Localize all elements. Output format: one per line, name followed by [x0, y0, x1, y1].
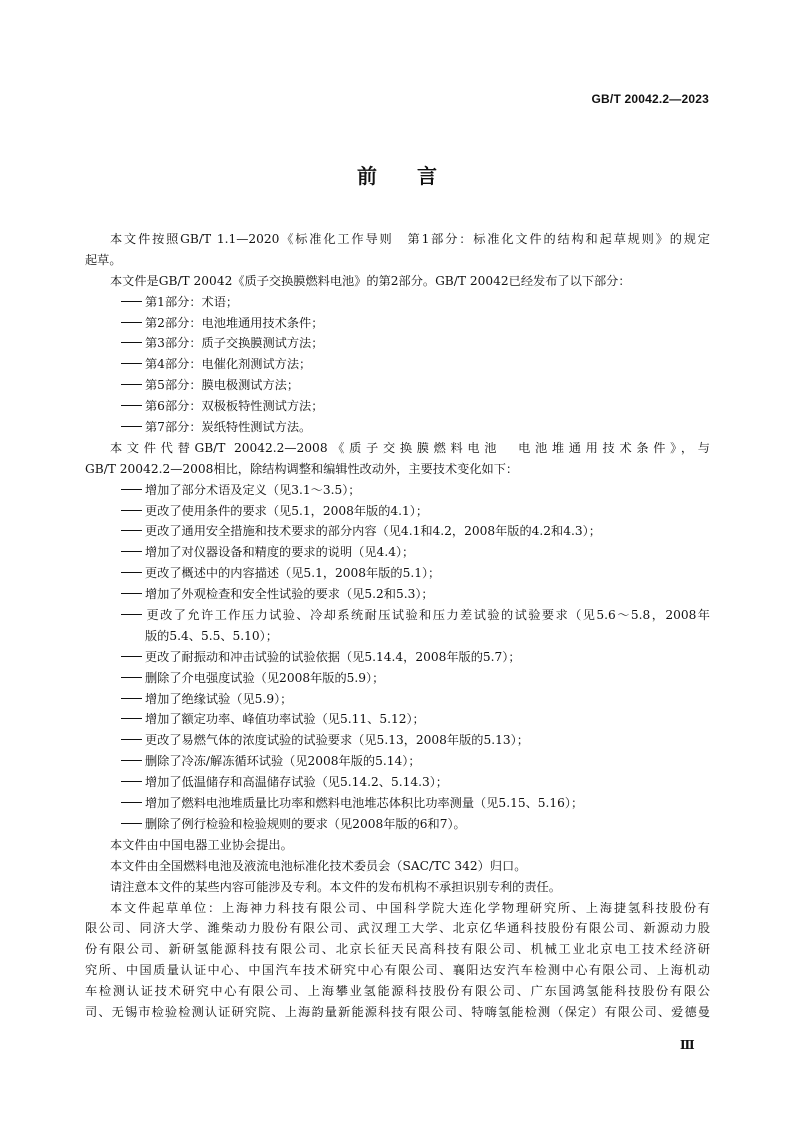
- list-item: [85, 396, 710, 417]
- text-line: [85, 626, 710, 647]
- em-dash-bullet: [121, 693, 143, 703]
- em-dash-bullet: [121, 755, 143, 765]
- list-item: [85, 292, 710, 313]
- list-item: [85, 730, 710, 751]
- line-text: 限公司、同济大学、潍柴动力股份有限公司、武汉理工大学、北京亿华通科技股份有限公司、新源动力股: [85, 921, 710, 936]
- line-text: 第7部分：炭纸特性测试方法。: [145, 420, 312, 435]
- em-dash-bullet: [121, 672, 143, 682]
- list-item: [85, 584, 710, 605]
- em-dash-bullet: [121, 400, 143, 410]
- text-line: [85, 250, 710, 271]
- em-dash-bullet: [121, 505, 143, 515]
- line-text: 增加了低温储存和高温储存试验（见5.14.2、5.14.3）；: [145, 775, 448, 790]
- line-text: 份有限公司、新研氢能源科技有限公司、北京长征天民高科技有限公司、机械工业北京电工技术经济研: [85, 942, 710, 957]
- list-item: [85, 333, 710, 354]
- em-dash-bullet: [121, 358, 143, 368]
- list-item: [85, 668, 710, 689]
- list-item: [85, 417, 710, 438]
- list-item: [85, 480, 710, 501]
- line-text: 增加了对仪器设备和精度的要求的说明（见4.4）；: [145, 545, 415, 560]
- line-text: 本文件代替GB/T 20042.2—2008《质子交换膜燃料电池 电池堆通用技术条件》，与: [110, 440, 710, 455]
- em-dash-bullet: [121, 776, 143, 786]
- line-text: 第6部分：双极板特性测试方法；: [145, 399, 324, 414]
- line-text: 第1部分：术语；: [145, 294, 239, 309]
- text-line: [85, 856, 710, 877]
- line-text: 删除了介电强度试验（见2008年版的5.9）；: [145, 670, 385, 685]
- line-text: 增加了绝缘试验（见5.9）；: [145, 691, 293, 706]
- line-text: GB/T 20042.2—2008相比，除结构调整和编辑性改动外，主要技术变化如下：: [85, 461, 519, 476]
- em-dash-bullet: [121, 296, 143, 306]
- document-body: [85, 229, 710, 1023]
- line-text: 删除了冷冻/解冻循环试验（见2008年版的5.14）；: [145, 754, 421, 769]
- line-text: 本文件由中国电器工业协会提出。: [110, 837, 293, 852]
- em-dash-bullet: [121, 567, 143, 577]
- em-dash-bullet: [121, 484, 143, 494]
- line-text: 第3部分：质子交换膜测试方法；: [145, 336, 324, 351]
- document-number: GB/T 20042.2—2023: [591, 92, 709, 106]
- text-line: [85, 918, 710, 939]
- em-dash-bullet: [121, 713, 143, 723]
- list-item: [85, 814, 710, 835]
- em-dash-bullet: [121, 609, 143, 619]
- list-item: [85, 375, 710, 396]
- page-title: 前 言: [357, 164, 437, 188]
- text-line: [85, 939, 710, 960]
- line-text: 究所、中国质量认证中心、中国汽车技术研究中心有限公司、襄阳达安汽车检测中心有限公司、上海机动: [85, 963, 710, 978]
- list-item: [85, 772, 710, 793]
- line-text: 车检测认证技术研究中心有限公司、上海攀业氢能源科技股份有限公司、广东国鸿氢能科技股份有限公: [85, 984, 710, 999]
- line-text: 增加了外观检查和安全性试验的要求（见5.2和5.3）；: [145, 587, 434, 602]
- line-text: 更改了易燃气体的浓度试验的试验要求（见5.13，2008年版的5.13）；: [145, 733, 529, 748]
- list-item: [85, 751, 710, 772]
- line-text: 第5部分：膜电极测试方法；: [145, 378, 300, 393]
- text-line: [85, 981, 710, 1002]
- text-line: [85, 835, 710, 856]
- list-item: [85, 563, 710, 584]
- line-text: 更改了允许工作压力试验、冷却系统耐压试验和压力差试验的试验要求（见5.6～5.8，2008年: [145, 608, 710, 623]
- em-dash-bullet: [121, 379, 143, 389]
- line-text: 司、无锡市检验检测认证研究院、上海韵量新能源科技有限公司、特嗨氢能检测（保定）有限公司、爱德曼: [85, 1004, 710, 1019]
- line-text: 更改了通用安全措施和技术要求的部分内容（见4.1和4.2，2008年版的4.2和4.3）；: [145, 524, 601, 539]
- line-text: 增加了额定功率、峰值功率试验（见5.11、5.12）；: [145, 712, 425, 727]
- em-dash-bullet: [121, 546, 143, 556]
- line-text: 增加了燃料电池堆质量比功率和燃料电池堆芯体积比功率测量（见5.15、5.16）；: [145, 796, 584, 811]
- page-number: Ⅲ: [680, 1038, 695, 1052]
- text-line: [85, 229, 710, 250]
- line-text: 更改了使用条件的要求（见5.1，2008年版的4.1）；: [145, 503, 429, 518]
- list-item: [85, 605, 710, 626]
- em-dash-bullet: [121, 337, 143, 347]
- line-text: 本文件按照GB/T 1.1—2020《标准化工作导则 第1部分：标准化文件的结构和起草规则》的规定: [110, 232, 710, 246]
- line-text: 本文件由全国燃料电池及液流电池标准化技术委员会（SAC/TC 342）归口。: [110, 858, 527, 873]
- em-dash-bullet: [121, 588, 143, 598]
- line-text: 起草。: [85, 252, 122, 267]
- text-line: [85, 438, 710, 459]
- em-dash-bullet: [121, 317, 143, 327]
- line-text: 增加了部分术语及定义（见3.1～3.5）；: [145, 482, 361, 497]
- line-text: 删除了例行检验和检验规则的要求（见2008年版的6和7）。: [145, 816, 466, 831]
- text-line: [85, 271, 710, 292]
- line-text: 更改了耐振动和冲击试验的试验依据（见5.14.4，2008年版的5.7）；: [145, 649, 521, 664]
- line-text: 第4部分：电催化剂测试方法；: [145, 357, 312, 372]
- list-item: [85, 313, 710, 334]
- line-text: 本文件是GB/T 20042《质子交换膜燃料电池》的第2部分。GB/T 20042已经发布了以下部分：: [110, 273, 631, 288]
- em-dash-bullet: [121, 651, 143, 661]
- list-item: [85, 501, 710, 522]
- text-line: [85, 1002, 710, 1023]
- list-item: [85, 647, 710, 668]
- list-item: [85, 542, 710, 563]
- line-text: 第2部分：电池堆通用技术条件；: [145, 315, 324, 330]
- text-line: [85, 960, 710, 981]
- list-item: [85, 354, 710, 375]
- list-item: [85, 521, 710, 542]
- line-text: 请注意本文件的某些内容可能涉及专利。本文件的发布机构不承担识别专利的责任。: [110, 879, 561, 894]
- line-text: 版的5.4、5.5、5.10）；: [145, 628, 278, 643]
- line-text: 更改了概述中的内容描述（见5.1，2008年版的5.1）；: [145, 566, 441, 581]
- list-item: [85, 689, 710, 710]
- list-item: [85, 793, 710, 814]
- em-dash-bullet: [121, 818, 143, 828]
- text-line: [85, 459, 710, 480]
- em-dash-bullet: [121, 797, 143, 807]
- line-text: 本文件起草单位：上海神力科技有限公司、中国科学院大连化学物理研究所、上海捷氢科技股份有: [110, 900, 710, 915]
- text-line: [85, 898, 710, 919]
- em-dash-bullet: [121, 734, 143, 744]
- list-item: [85, 709, 710, 730]
- em-dash-bullet: [121, 525, 143, 535]
- text-line: [85, 877, 710, 898]
- em-dash-bullet: [121, 421, 143, 431]
